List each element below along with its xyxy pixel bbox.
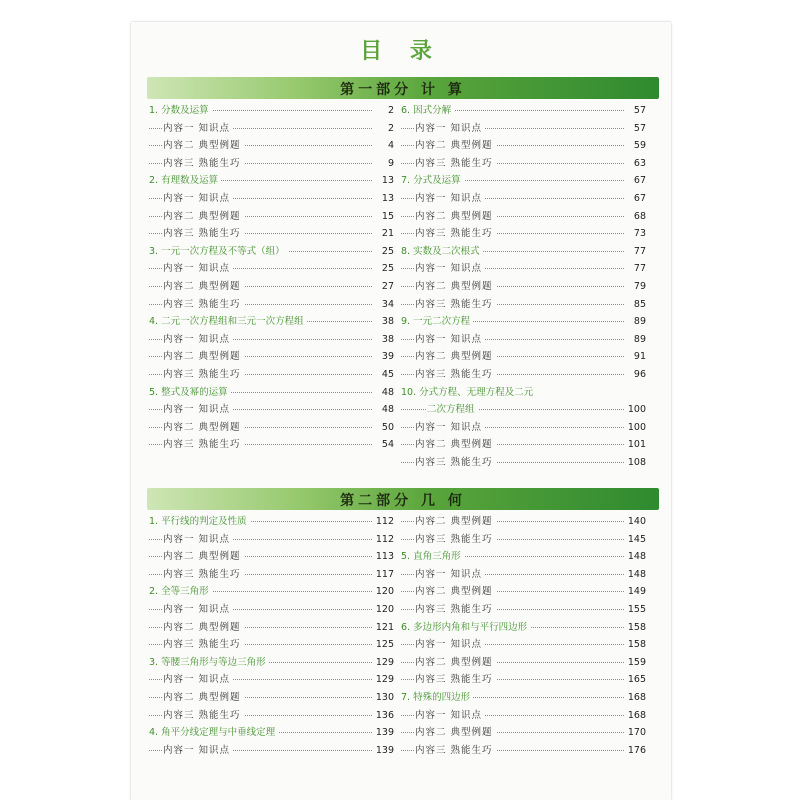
part1-right-column [401,102,646,471]
toc-subentry[interactable] [149,436,394,454]
toc-entry-label: 内容一 知识点 [163,334,233,345]
toc-entry-label: 10. 分式方程、无理方程及二元 [401,387,536,398]
toc-subentry[interactable] [401,654,646,672]
toc-entry-label: 内容一 知识点 [415,263,485,274]
page-number: 165 [625,671,646,689]
toc-entry-label: 4. 二元一次方程组和三元一次方程组 [149,316,307,327]
toc-chapter-entry[interactable] [401,102,646,120]
part2-right-column [401,513,646,759]
part-banner-2 [147,488,659,510]
toc-subentry[interactable] [401,583,646,601]
page-number: 158 [625,619,646,637]
page-number: 112 [373,531,394,549]
toc-entry-label: 内容二 典型例题 [415,281,496,292]
page-number: 101 [625,436,646,454]
toc-entry-label: 6. 多边形内角和与平行四边形 [401,622,530,633]
toc-subentry[interactable] [401,436,646,454]
page-number: 89 [631,313,646,331]
toc-entry-label: 7. 分式及运算 [401,175,464,186]
toc-entry-label: 内容三 熟能生巧 [163,158,244,169]
toc-entry-label: 内容二 典型例题 [163,551,244,562]
toc-subentry[interactable] [401,742,646,760]
toc-entry-label: 内容一 知识点 [163,534,233,545]
toc-entry-label: 6. 因式分解 [401,105,454,116]
toc-subentry[interactable] [149,137,394,155]
toc-subentry[interactable] [401,120,646,138]
toc-entry-label: 内容一 知识点 [163,193,233,204]
toc-entry-label: 内容三 熟能生巧 [163,299,244,310]
toc-subentry[interactable] [401,636,646,654]
page-number: 89 [631,331,646,349]
page-number: 170 [625,724,646,742]
page-number: 139 [373,724,394,742]
toc-chapter-entry[interactable] [149,583,394,601]
toc-chapter-entry[interactable] [401,313,646,331]
page-number: 108 [625,454,646,472]
page-number: 57 [631,120,646,138]
toc-entry-label: 3. 等腰三角形与等边三角形 [149,657,269,668]
toc-subentry[interactable] [149,296,394,314]
page-number: 38 [379,331,394,349]
page-number: 2 [385,102,394,120]
page-number: 96 [631,366,646,384]
page-number: 9 [385,155,394,173]
toc-chapter-entry[interactable] [401,401,646,419]
page-number: 159 [625,654,646,672]
toc-subentry[interactable] [401,724,646,742]
page-number: 113 [373,548,394,566]
toc-entry-label: 内容三 熟能生巧 [415,369,496,380]
toc-subentry[interactable] [149,601,394,619]
toc-subentry[interactable] [149,531,394,549]
toc-subentry[interactable] [149,419,394,437]
page-number: 139 [373,742,394,760]
toc-entry-label: 内容三 熟能生巧 [163,369,244,380]
page-number: 120 [373,601,394,619]
toc-chapter-entry[interactable] [401,243,646,261]
part2-left-column [149,513,394,759]
toc-entry-label: 内容二 典型例题 [163,281,244,292]
toc-chapter-entry[interactable] [149,313,394,331]
page-number: 48 [379,401,394,419]
page-number: 85 [631,296,646,314]
toc-entry-label: 内容三 熟能生巧 [415,674,496,685]
toc-subentry[interactable] [149,190,394,208]
toc-subentry[interactable] [401,278,646,296]
toc-subentry[interactable] [149,742,394,760]
toc-entry-label: 内容一 知识点 [163,123,233,134]
toc-chapter-entry[interactable] [401,689,646,707]
toc-entry-label: 内容一 知识点 [163,745,233,756]
toc-subentry[interactable] [401,671,646,689]
page-number: 79 [631,278,646,296]
toc-subentry[interactable] [149,707,394,725]
page-number: 13 [379,190,394,208]
page-title: 目 录 [360,39,442,64]
toc-subentry[interactable] [149,155,394,173]
toc-entry-label: 内容三 熟能生巧 [415,534,496,545]
toc-entry-label: 内容一 知识点 [163,604,233,615]
page-number: 120 [373,583,394,601]
page-number: 125 [373,636,394,654]
toc-subentry[interactable] [149,566,394,584]
toc-subentry[interactable] [149,689,394,707]
toc-entry-label: 内容二 典型例题 [415,516,496,527]
page-number: 48 [379,384,394,402]
part-title-2: 第二部分 几 何 [340,493,466,509]
page-number: 148 [625,548,646,566]
toc-subentry[interactable] [401,155,646,173]
page-number: 129 [373,654,394,672]
page-number: 136 [373,707,394,725]
toc-entry-label: 内容一 知识点 [415,569,485,580]
toc-entry-label: 内容一 知识点 [415,710,485,721]
page-number: 59 [631,137,646,155]
toc-entry-label: 内容三 熟能生巧 [415,299,496,310]
toc-entry-label: 5. 直角三角形 [401,551,464,562]
toc-chapter-entry[interactable] [149,654,394,672]
toc-chapter-entry[interactable] [149,724,394,742]
toc-subentry[interactable] [401,348,646,366]
toc-entry-label: 8. 实数及二次根式 [401,246,483,257]
page-number: 149 [625,583,646,601]
toc-entry-label: 2. 有理数及运算 [149,175,221,186]
part-title-1: 第一部分 计 算 [340,82,466,98]
toc-entry-label: 内容一 知识点 [163,263,233,274]
toc-entry-label: 内容二 典型例题 [163,140,244,151]
toc-subentry[interactable] [149,366,394,384]
toc-entry-label: 内容二 典型例题 [415,351,496,362]
page-number: 176 [625,742,646,760]
toc-entry-label: 内容三 熟能生巧 [415,604,496,615]
toc-subentry[interactable] [401,566,646,584]
toc-subentry[interactable] [149,401,394,419]
toc-page [131,22,671,800]
toc-entry-label: 1. 分数及运算 [149,105,212,116]
page-number: 45 [379,366,394,384]
page-number: 112 [373,513,394,531]
toc-subentry[interactable] [149,671,394,689]
toc-entry-label: 内容二 典型例题 [163,622,244,633]
toc-entry-label: 内容二 典型例题 [163,211,244,222]
toc-chapter-entry[interactable] [401,384,646,402]
toc-entry-label: 1. 平行线的判定及性质 [149,516,250,527]
toc-subentry[interactable] [401,296,646,314]
page-number: 13 [379,172,394,190]
page-number: 155 [625,601,646,619]
toc-subentry[interactable] [149,278,394,296]
page-number: 38 [379,313,394,331]
toc-entry-label: 内容三 熟能生巧 [163,710,244,721]
page-number: 39 [379,348,394,366]
toc-chapter-entry[interactable] [149,172,394,190]
toc-subentry[interactable] [401,208,646,226]
toc-subentry[interactable] [149,619,394,637]
toc-subentry[interactable] [149,348,394,366]
toc-entry-label: 内容三 熟能生巧 [415,158,496,169]
toc-entry-label: 内容三 熟能生巧 [415,457,496,468]
page-number: 77 [631,260,646,278]
page-number: 21 [379,225,394,243]
toc-subentry[interactable] [401,601,646,619]
toc-chapter-entry[interactable] [149,513,394,531]
toc-entry-label: 内容二 典型例题 [163,422,244,433]
toc-chapter-entry[interactable] [401,548,646,566]
toc-entry-label: 内容二 典型例题 [163,692,244,703]
page-number: 67 [631,172,646,190]
toc-entry-label: 内容三 熟能生巧 [163,228,244,239]
page-number: 50 [379,419,394,437]
toc-subentry[interactable] [401,137,646,155]
page-number: 34 [379,296,394,314]
page-number: 27 [379,278,394,296]
toc-subentry[interactable] [149,548,394,566]
page-number: 25 [379,243,394,261]
page-number: 63 [631,155,646,173]
page-number: 145 [625,531,646,549]
toc-subentry[interactable] [401,454,646,472]
toc-entry-label: 内容三 熟能生巧 [415,745,496,756]
toc-chapter-entry[interactable] [401,619,646,637]
page-number: 57 [631,102,646,120]
page-number: 148 [625,566,646,584]
page-number: 168 [625,707,646,725]
part-banner-1 [147,77,659,99]
page-number: 168 [625,689,646,707]
toc-chapter-entry[interactable] [401,172,646,190]
toc-entry-label: 内容二 典型例题 [415,439,496,450]
toc-chapter-entry[interactable] [149,384,394,402]
toc-chapter-entry[interactable] [149,102,394,120]
page-number: 100 [625,419,646,437]
page-number: 140 [625,513,646,531]
toc-subentry[interactable] [149,225,394,243]
page-number: 54 [379,436,394,454]
toc-subentry[interactable] [401,419,646,437]
toc-subentry[interactable] [401,513,646,531]
toc-subentry[interactable] [401,331,646,349]
toc-entry-label: 内容二 典型例题 [415,211,496,222]
toc-entry-label: 内容三 熟能生巧 [163,639,244,650]
page-number: 68 [631,208,646,226]
page-number: 130 [373,689,394,707]
toc-entry-label: 内容一 知识点 [163,674,233,685]
page-number: 158 [625,636,646,654]
toc-entry-label: 3. 一元一次方程及不等式（组） [149,246,288,257]
toc-subentry[interactable] [401,366,646,384]
page-number: 67 [631,190,646,208]
toc-subentry[interactable] [401,225,646,243]
toc-subentry[interactable] [149,260,394,278]
toc-subentry[interactable] [149,636,394,654]
toc-entry-label: 内容一 知识点 [163,404,233,415]
toc-entry-label: 内容二 典型例题 [415,727,496,738]
toc-entry-label: 内容一 知识点 [415,334,485,345]
toc-entry-label: 4. 角平分线定理与中垂线定理 [149,727,278,738]
page-number: 121 [373,619,394,637]
page-number: 73 [631,225,646,243]
toc-entry-label: 2. 全等三角形 [149,586,212,597]
toc-entry-label: 7. 特殊的四边形 [401,692,473,703]
toc-entry-label: 内容一 知识点 [415,123,485,134]
page-number: 25 [379,260,394,278]
page-number: 4 [385,137,394,155]
page-number: 91 [631,348,646,366]
toc-entry-label: 内容三 熟能生巧 [415,228,496,239]
toc-entry-label: 内容二 典型例题 [415,657,496,668]
page-number: 117 [373,566,394,584]
toc-chapter-entry[interactable] [149,243,394,261]
page-number: 2 [385,120,394,138]
toc-entry-label: 内容二 典型例题 [415,140,496,151]
toc-subentry[interactable] [401,190,646,208]
toc-subentry[interactable] [149,120,394,138]
toc-subentry[interactable] [149,331,394,349]
toc-entry-label: 5. 整式及幂的运算 [149,387,231,398]
toc-subentry[interactable] [149,208,394,226]
toc-entry-label: 二次方程组 [427,404,478,415]
page-number: 15 [379,208,394,226]
toc-subentry[interactable] [401,260,646,278]
toc-subentry[interactable] [401,531,646,549]
page-number: 129 [373,671,394,689]
toc-entry-label: 内容三 熟能生巧 [163,439,244,450]
toc-entry-label: 内容二 典型例题 [415,586,496,597]
part1-left-column [149,102,394,454]
toc-entry-label: 内容一 知识点 [415,639,485,650]
page-number: 77 [631,243,646,261]
toc-entry-label: 内容一 知识点 [415,422,485,433]
toc-entry-label: 9. 一元二次方程 [401,316,473,327]
toc-entry-label: 内容三 熟能生巧 [163,569,244,580]
page-number: 100 [625,401,646,419]
toc-entry-label: 内容二 典型例题 [163,351,244,362]
toc-entry-label: 内容一 知识点 [415,193,485,204]
toc-subentry[interactable] [401,707,646,725]
